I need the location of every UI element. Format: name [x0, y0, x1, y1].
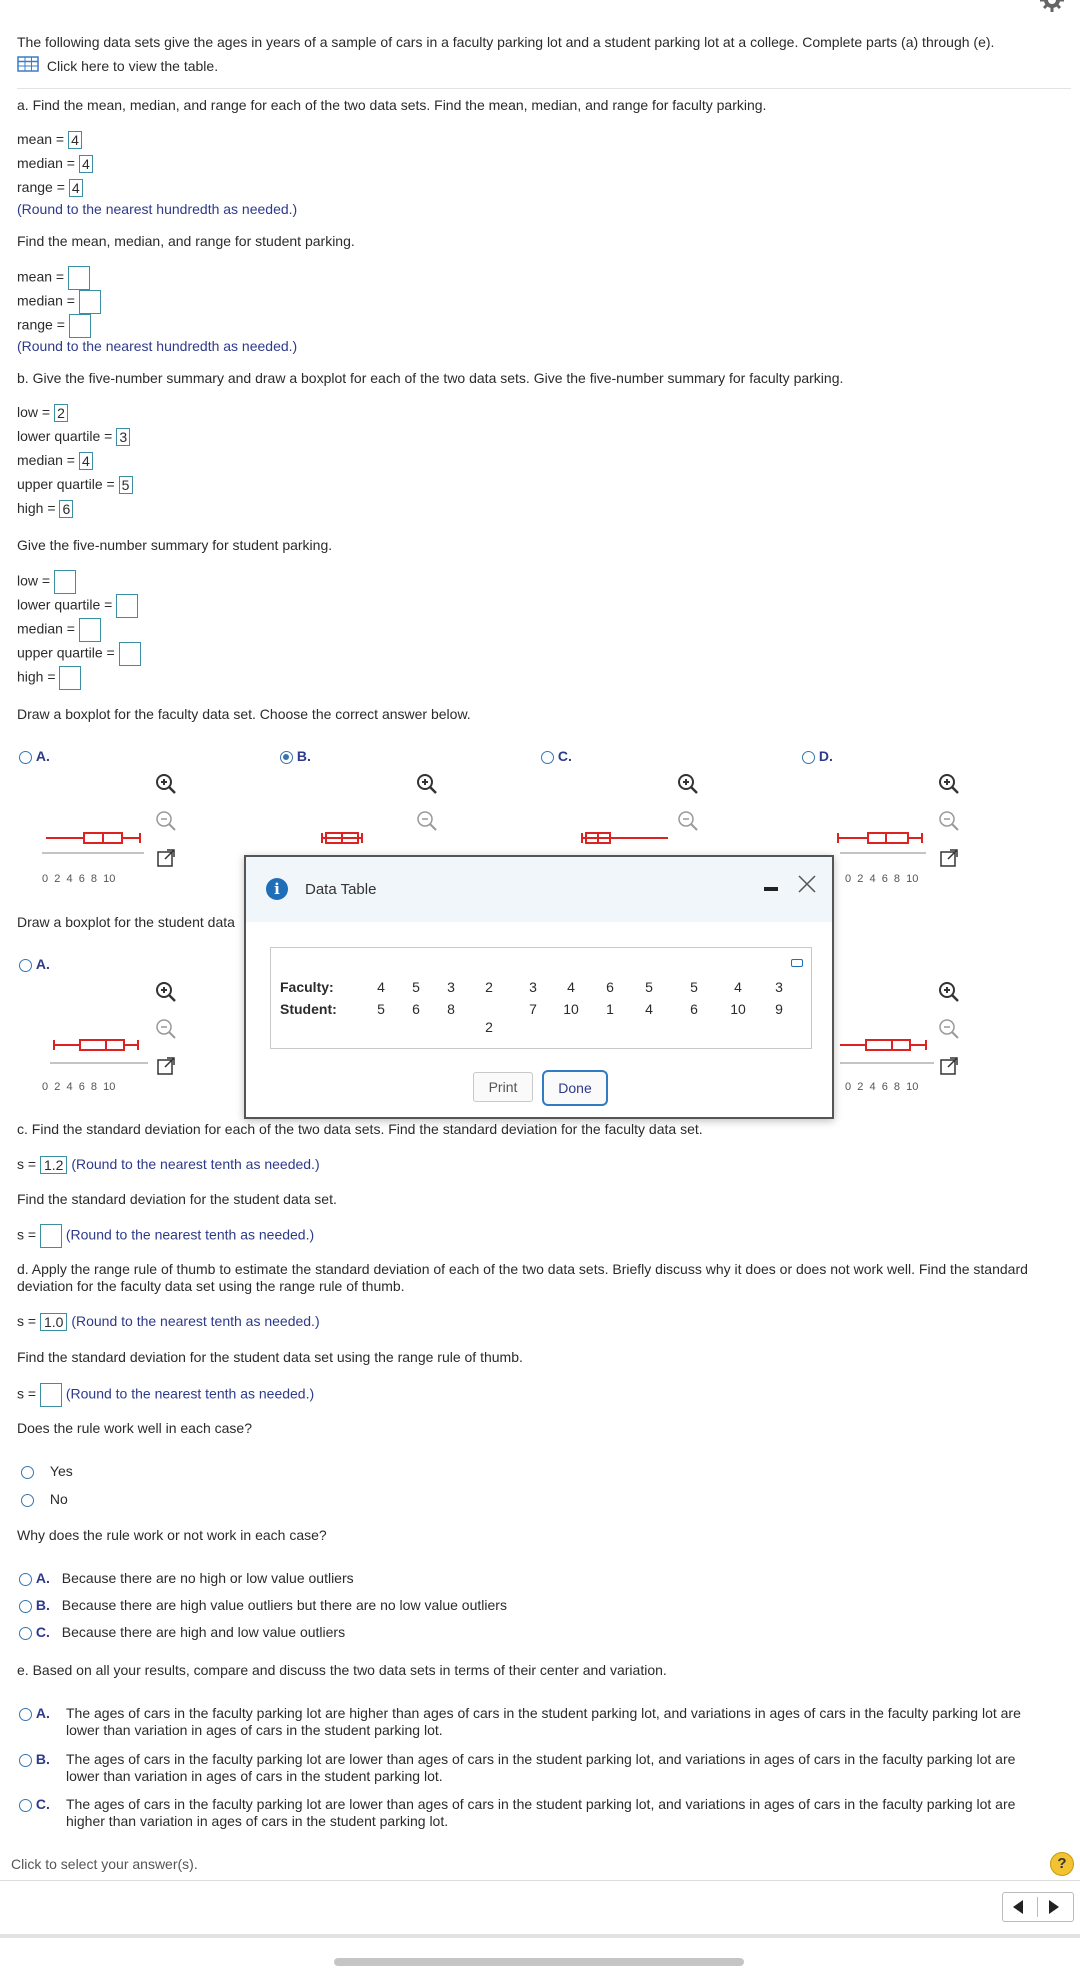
view-table-link[interactable]	[17, 56, 218, 74]
lower-quartile-label: lower quartile =	[17, 428, 113, 444]
median-label: median =	[17, 452, 75, 468]
boxplot-c	[580, 820, 670, 860]
done-button[interactable]: Done	[542, 1070, 608, 1106]
student-range-row	[17, 314, 91, 338]
round-hint: (Round to the nearest hundredth as needed.)	[17, 201, 298, 217]
table-cell: 6	[412, 1001, 420, 1017]
info-icon: i	[266, 878, 288, 900]
round-hint: (Round to the nearest hundredth as needed.)	[17, 338, 298, 354]
range-label: range =	[17, 179, 65, 195]
footer-bar	[0, 1846, 1080, 1881]
student-sd-input[interactable]	[40, 1224, 62, 1248]
round-hint: (Round to the nearest tenth as needed.)	[71, 1313, 320, 1329]
radio-button[interactable]	[19, 1627, 32, 1640]
table-cell: 9	[775, 1001, 783, 1017]
option-label: A.	[35, 748, 50, 764]
axis-ticks-student-d: 0 2 4 6 8 10	[845, 1081, 919, 1093]
faculty-low-answer[interactable]: 2	[54, 404, 68, 422]
option-label: A.	[35, 1705, 50, 1721]
table-icon	[17, 56, 39, 75]
part-e-question	[17, 1662, 667, 1678]
compare-option-c-line1: The ages of cars in the faculty parking lot are lower than ages of cars in the student parking lot, and variations in ages of cars in the faculty parking lot are	[66, 1796, 1016, 1812]
student-rule-sd-question: Find the standard deviation for the student data set using the range rule of thumb.	[17, 1349, 523, 1365]
data-table-dialog	[244, 855, 834, 1119]
popout-icon[interactable]	[154, 1054, 178, 1078]
option-label: A.	[35, 956, 50, 972]
radio-button[interactable]	[21, 1466, 34, 1479]
median-label: median =	[17, 292, 75, 309]
upper-quartile-label: upper quartile =	[17, 476, 115, 492]
faculty-uq-answer[interactable]: 5	[119, 476, 133, 494]
student-mean-row	[17, 266, 90, 290]
option-label: B.	[35, 1751, 50, 1767]
radio-button[interactable]	[19, 1708, 32, 1721]
low-label: low =	[17, 572, 51, 589]
table-cell: 2	[485, 979, 493, 995]
s-label: s =	[17, 1385, 37, 1402]
student-low-row	[17, 570, 76, 594]
part-c-question-text: c. Find the standard deviation for each of the two data sets. Find the standard deviation for the faculty data set.	[17, 1121, 703, 1137]
boxplot-b	[320, 820, 370, 860]
option-label: B.	[296, 748, 311, 764]
high-label: high =	[17, 500, 56, 516]
popout-icon[interactable]	[937, 1054, 961, 1078]
help-icon[interactable]	[1050, 1852, 1074, 1876]
part-b-question-text: b. Give the five-number summary and draw a boxplot for each of the two data sets. Give the five-number summary for faculty parking.	[17, 370, 844, 386]
zoom-out-icon[interactable]	[154, 1017, 178, 1041]
range-label: range =	[17, 316, 65, 333]
compare-option-a-line2: lower than variation in ages of cars in the student parking lot.	[66, 1722, 443, 1738]
table-cell: 6	[606, 979, 614, 995]
page-divider	[0, 1934, 1080, 1938]
table-cell: 3	[447, 979, 455, 995]
zoom-out-icon[interactable]	[154, 809, 178, 833]
median-label: median =	[17, 620, 75, 637]
minimize-icon[interactable]	[764, 887, 778, 891]
zoom-out-icon[interactable]	[415, 809, 439, 833]
student-high-row	[17, 666, 81, 690]
lower-quartile-label: lower quartile =	[17, 596, 113, 613]
faculty-uq-row	[17, 476, 133, 494]
table-cell: 10	[563, 1001, 579, 1017]
student-boxplot-a	[50, 1030, 150, 1070]
zoom-in-icon[interactable]	[676, 772, 700, 796]
compare-option-b[interactable]	[19, 1751, 50, 1767]
boxplot-a	[40, 820, 150, 860]
zoom-in-icon[interactable]	[415, 772, 439, 796]
student-rule-sd-row	[17, 1383, 314, 1407]
popout-icon[interactable]	[154, 846, 178, 870]
radio-button[interactable]	[802, 751, 815, 764]
student-mean-input[interactable]	[68, 266, 90, 290]
s-label: s =	[17, 1313, 37, 1329]
faculty-option-c[interactable]	[541, 748, 572, 764]
zoom-in-icon[interactable]	[154, 772, 178, 796]
print-button[interactable]: Print	[473, 1072, 533, 1102]
faculty-option-d[interactable]	[802, 748, 833, 764]
option-label: C.	[557, 748, 572, 764]
faculty-high-answer[interactable]: 6	[59, 500, 73, 518]
student-boxplot-prompt: Draw a boxplot for the student data	[17, 914, 235, 930]
close-icon[interactable]	[796, 873, 818, 895]
option-label: A.	[35, 1570, 50, 1586]
radio-button[interactable]	[19, 1600, 32, 1613]
faculty-range-row	[17, 179, 83, 197]
faculty-median5-row	[17, 452, 93, 470]
student-lq-input[interactable]	[116, 594, 138, 618]
option-yes[interactable]	[21, 1463, 73, 1479]
part-d-question-text: d. Apply the range rule of thumb to estimate the standard deviation of each of the two data sets. Briefly discuss why it does or does not work well. Find the standard	[17, 1261, 1028, 1277]
works-question: Does the rule work well in each case?	[17, 1420, 253, 1436]
zoom-in-icon[interactable]	[937, 980, 961, 1004]
radio-button[interactable]	[21, 1494, 34, 1507]
compare-option-b-line2: lower than variation in ages of cars in the student parking lot.	[66, 1768, 443, 1784]
s-label: s =	[17, 1226, 37, 1243]
student-row-label: Student:	[280, 1001, 337, 1017]
student-median-input[interactable]	[79, 290, 101, 314]
table-cell: 7	[529, 1001, 537, 1017]
option-text: Because there are high value outliers but there are no low value outliers	[61, 1597, 507, 1613]
faculty-high-row	[17, 500, 73, 518]
round-hint: (Round to the nearest tenth as needed.)	[65, 1226, 315, 1243]
high-label: high =	[17, 668, 56, 685]
part-b-question	[17, 370, 843, 386]
round-hint: (Round to the nearest tenth as needed.)	[65, 1385, 315, 1402]
zoom-in-icon[interactable]	[937, 772, 961, 796]
faculty-low-row	[17, 404, 68, 422]
faculty-sd-answer[interactable]: 1.2	[40, 1156, 67, 1174]
intro-text: The following data sets give the ages in years of a sample of cars in a faculty parking lot and a student parking lot at a college. Complete parts (a) through (e).	[17, 34, 995, 50]
axis-ticks-d: 0 2 4 6 8 10	[845, 873, 919, 885]
student-median-row	[17, 290, 101, 314]
mean-label: mean =	[17, 268, 65, 285]
option-label: C.	[35, 1624, 50, 1640]
why-question: Why does the rule work or not work in each case?	[17, 1527, 327, 1543]
table-cell: 1	[606, 1001, 614, 1017]
faculty-option-b[interactable]	[280, 748, 311, 764]
student-median-row	[17, 618, 101, 642]
option-no[interactable]	[21, 1491, 68, 1507]
option-label: C.	[35, 1796, 50, 1812]
boxplot-d	[836, 820, 926, 860]
axis-ticks-student-a: 0 2 4 6 8 10	[42, 1081, 116, 1093]
table-cell: 4	[567, 979, 575, 995]
why-option-a[interactable]	[19, 1570, 354, 1586]
nav-buttons	[1002, 1892, 1074, 1922]
table-cell: 5	[412, 979, 420, 995]
faculty-range-answer[interactable]: 4	[69, 179, 83, 197]
faculty-mean-answer[interactable]: 4	[68, 131, 82, 149]
radio-button-selected[interactable]	[280, 751, 293, 764]
part-d-question-line2: deviation for the faculty data set using the range rule of thumb.	[17, 1278, 405, 1294]
part-a-question	[17, 97, 766, 113]
table-cell: 5	[690, 979, 698, 995]
student-five-number-question: Give the five-number summary for student parking.	[17, 537, 333, 553]
compare-option-c-line2: higher than variation in ages of cars in the student parking lot.	[66, 1813, 449, 1829]
student-boxplot-d	[836, 1030, 936, 1070]
gear-icon[interactable]	[1040, 0, 1064, 12]
student-lq-row	[17, 594, 138, 618]
next-arrow-icon[interactable]	[1049, 1900, 1059, 1914]
table-cell: 3	[775, 979, 783, 995]
table-cell: 4	[377, 979, 385, 995]
compare-option-a[interactable]	[19, 1705, 50, 1721]
compare-option-c[interactable]	[19, 1796, 50, 1812]
popout-icon[interactable]	[937, 846, 961, 870]
student-high-input[interactable]	[59, 666, 81, 690]
why-option-c[interactable]	[19, 1624, 345, 1640]
faculty-rule-sd-answer[interactable]: 1.0	[40, 1313, 67, 1331]
table-cell: 3	[529, 979, 537, 995]
part-a-question-text: a. Find the mean, median, and range for each of the two data sets. Find the mean, median, and range for faculty parking.	[17, 97, 767, 113]
student-median5-input[interactable]	[79, 618, 101, 642]
zoom-out-icon[interactable]	[937, 809, 961, 833]
table-cell: 10	[730, 1001, 746, 1017]
prev-arrow-icon[interactable]	[1013, 1900, 1023, 1914]
round-hint: (Round to the nearest tenth as needed.)	[71, 1156, 320, 1172]
part-d-question	[17, 1261, 1028, 1277]
table-cell: 6	[690, 1001, 698, 1017]
view-table-link-text[interactable]: Click here to view the table.	[46, 57, 219, 74]
option-label: D.	[818, 748, 833, 764]
zoom-in-icon[interactable]	[154, 980, 178, 1004]
option-text: Because there are high and low value outliers	[61, 1624, 346, 1640]
option-label: B.	[35, 1597, 50, 1613]
faculty-mean-row	[17, 131, 82, 149]
student-low-input[interactable]	[54, 570, 76, 594]
student-uq-input[interactable]	[119, 642, 141, 666]
faculty-row-label: Faculty:	[280, 979, 334, 995]
part-e-question-text: e. Based on all your results, compare and discuss the two data sets in terms of their center and variation.	[17, 1662, 667, 1678]
faculty-boxplot-prompt: Draw a boxplot for the faculty data set. Choose the correct answer below.	[17, 706, 471, 722]
scrollbar[interactable]	[334, 1958, 744, 1966]
faculty-lq-row	[17, 428, 130, 446]
table-cell: 5	[377, 1001, 385, 1017]
student-rule-sd-input[interactable]	[40, 1383, 62, 1407]
help-glyph: ?	[1057, 1855, 1067, 1872]
student-option-a[interactable]	[19, 956, 50, 972]
why-option-b[interactable]	[19, 1597, 507, 1613]
no-label: No	[49, 1491, 68, 1507]
faculty-median5-answer[interactable]: 4	[79, 452, 93, 470]
compare-option-a-line1: The ages of cars in the faculty parking lot are higher than ages of cars in the student parking lot, and variations in ages of cars in the faculty parking lot are	[66, 1705, 1021, 1721]
student-range-input[interactable]	[69, 314, 91, 338]
axis-ticks-a: 0 2 4 6 8 10	[42, 873, 116, 885]
faculty-option-a[interactable]	[19, 748, 50, 764]
mean-label: mean =	[17, 131, 65, 147]
radio-button[interactable]	[19, 959, 32, 972]
radio-button[interactable]	[19, 1799, 32, 1812]
radio-button[interactable]	[19, 751, 32, 764]
part-c-question	[17, 1121, 703, 1137]
table-cell: 8	[447, 1001, 455, 1017]
faculty-lq-answer[interactable]: 3	[116, 428, 130, 446]
faculty-median-answer[interactable]: 4	[79, 155, 93, 173]
student-sd-row	[17, 1224, 314, 1248]
table-cell: 4	[645, 1001, 653, 1017]
status-text: Click to select your answer(s).	[11, 1856, 198, 1872]
low-label: low =	[17, 404, 51, 420]
radio-button[interactable]	[19, 1573, 32, 1586]
student-uq-row	[17, 642, 141, 666]
table-cell: 4	[734, 979, 742, 995]
upper-quartile-label: upper quartile =	[17, 644, 115, 661]
compare-option-b-line1: The ages of cars in the faculty parking lot are lower than ages of cars in the student parking lot, and variations in ages of cars in the faculty parking lot are	[66, 1751, 1016, 1767]
expand-table-icon[interactable]	[791, 959, 803, 967]
data-table-box	[270, 947, 812, 1049]
s-label: s =	[17, 1156, 37, 1172]
zoom-out-icon[interactable]	[676, 809, 700, 833]
student-summary-question: Find the mean, median, and range for student parking.	[17, 233, 355, 249]
student-sd-question: Find the standard deviation for the student data set.	[17, 1191, 337, 1207]
faculty-rule-sd-row	[17, 1313, 320, 1331]
median-label: median =	[17, 155, 75, 171]
table-cell: 5	[645, 979, 653, 995]
dialog-title: Data Table	[305, 881, 377, 898]
zoom-out-icon[interactable]	[937, 1017, 961, 1041]
radio-button[interactable]	[541, 751, 554, 764]
yes-label: Yes	[49, 1463, 73, 1479]
table-cell: 2	[485, 1019, 493, 1035]
faculty-median-row	[17, 155, 93, 173]
option-text: Because there are no high or low value outliers	[61, 1570, 354, 1586]
radio-button[interactable]	[19, 1754, 32, 1767]
faculty-sd-row	[17, 1156, 320, 1174]
